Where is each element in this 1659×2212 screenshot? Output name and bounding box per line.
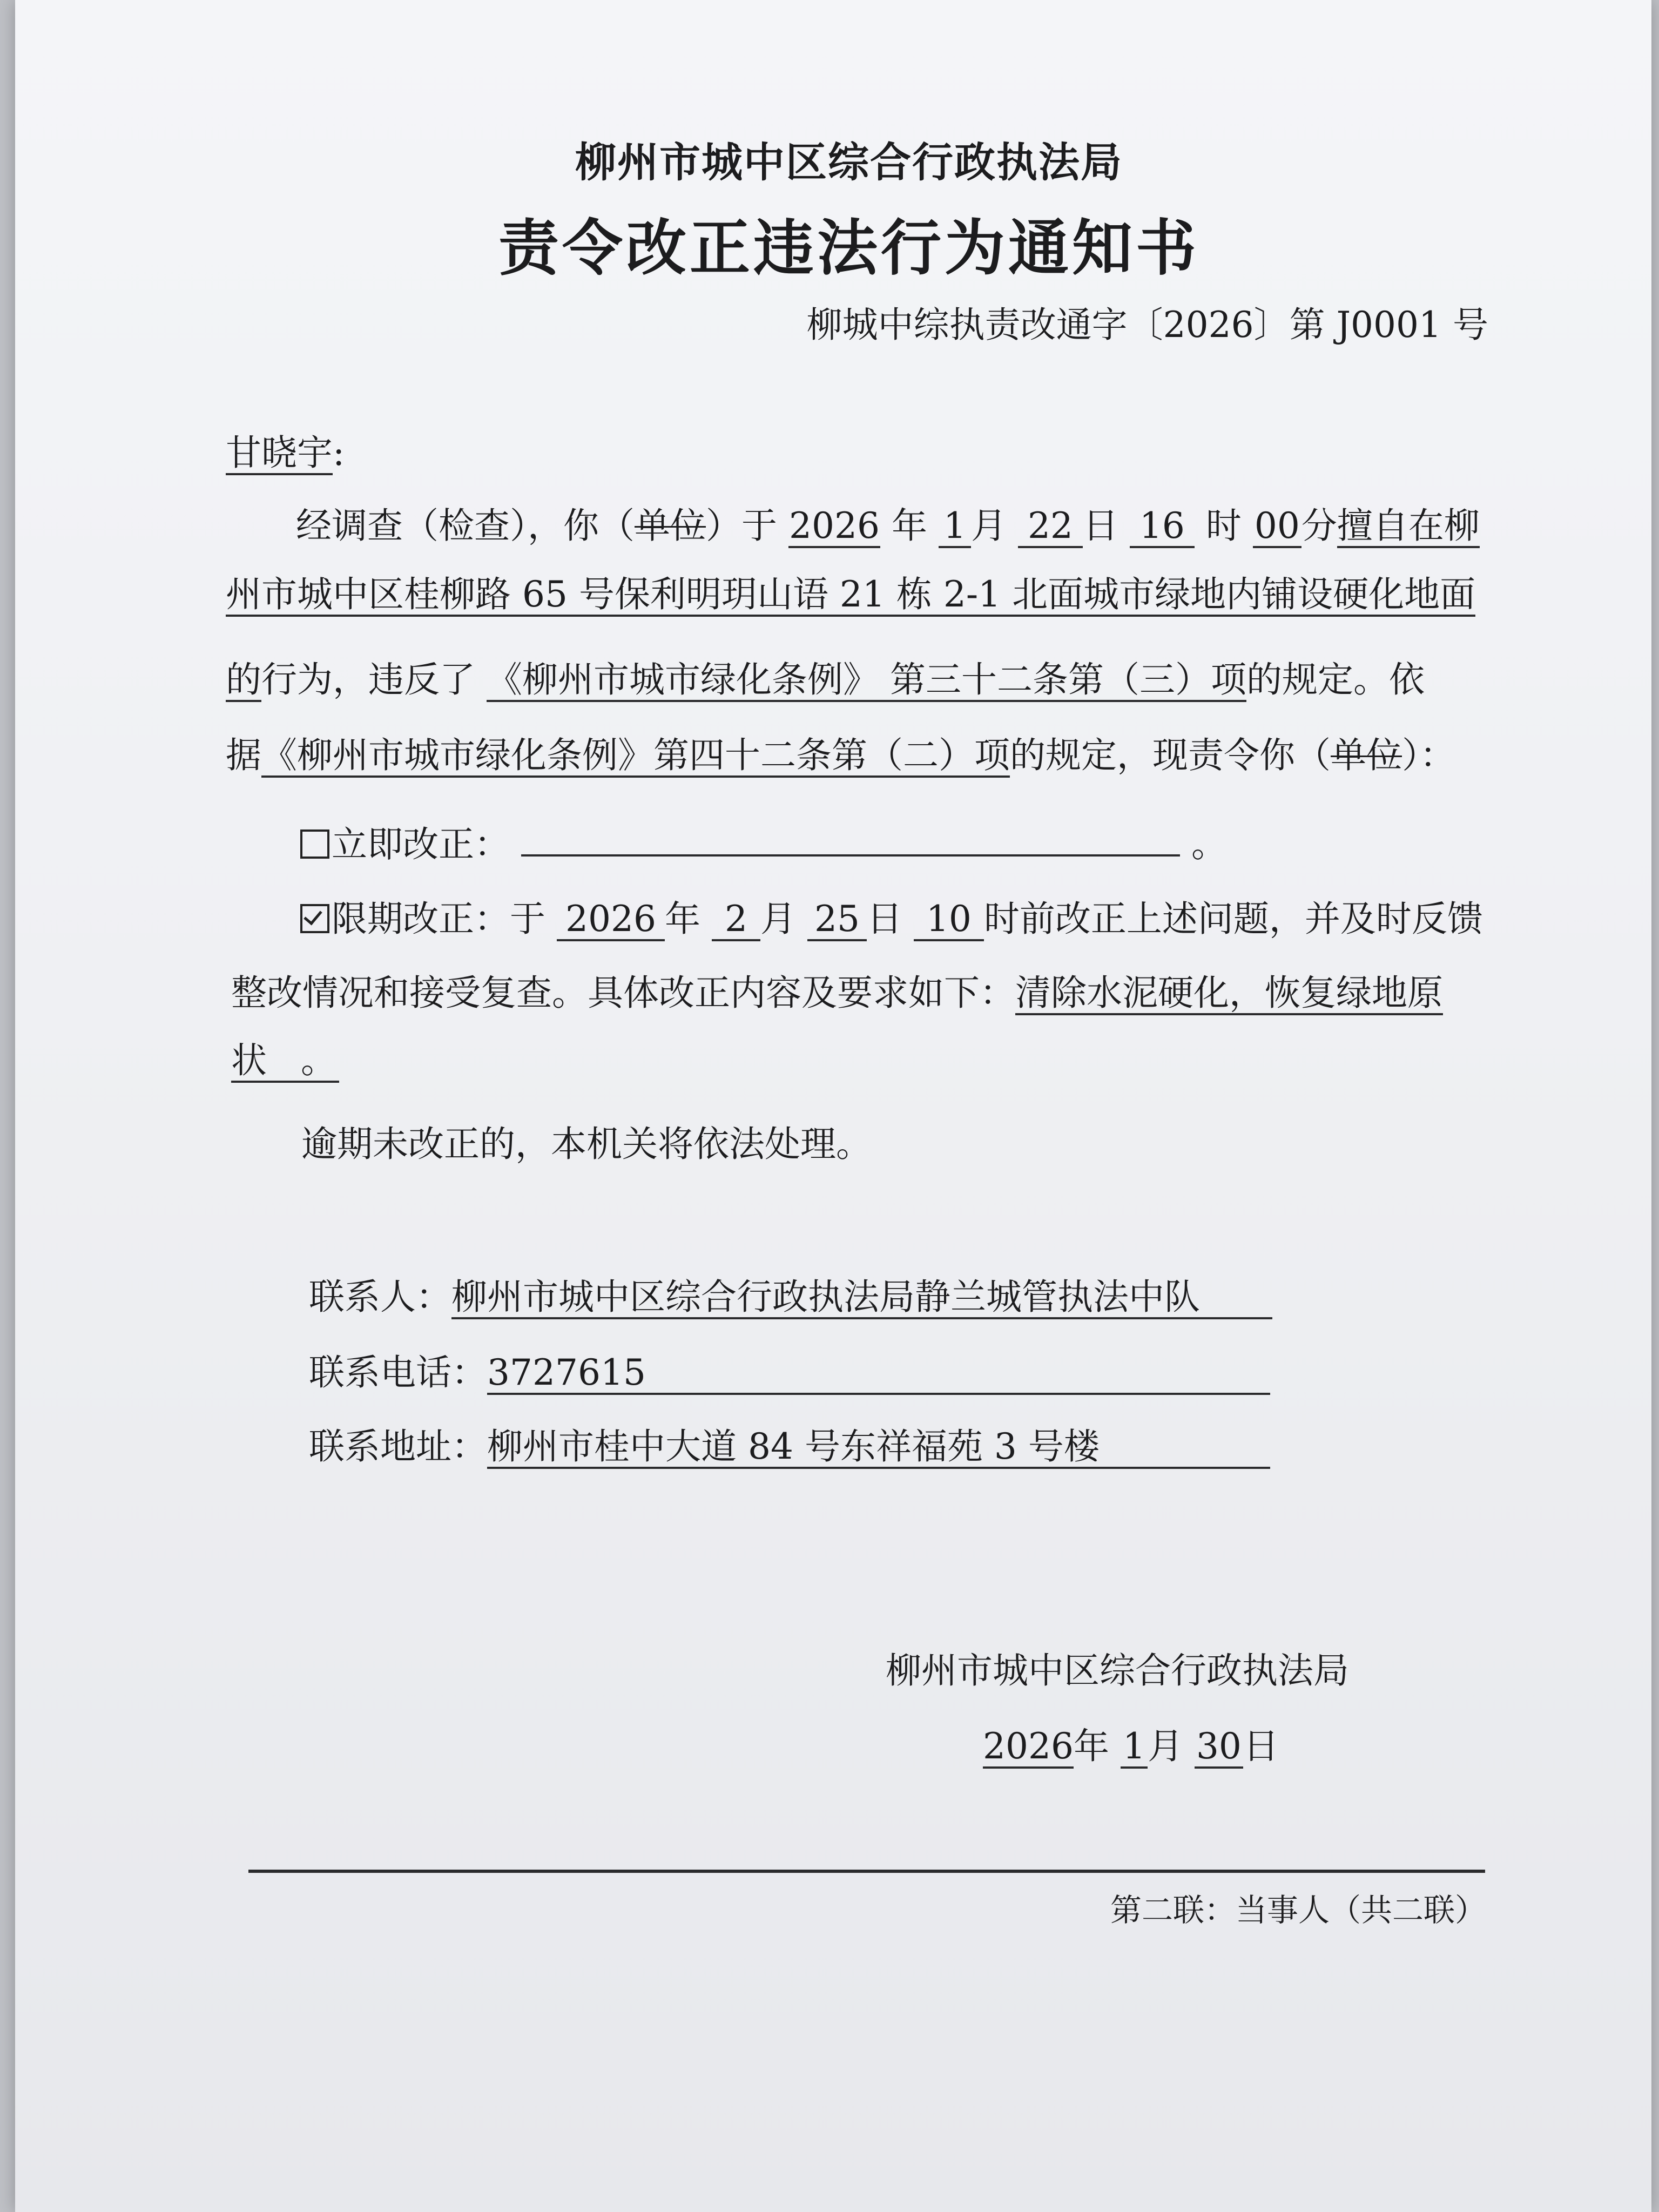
body-text: 状: [231, 1040, 267, 1081]
signature-day: 30: [1195, 1727, 1243, 1769]
body-text: 分: [1301, 505, 1337, 547]
struck-unit: 单位: [1331, 734, 1402, 776]
contact-person-value: 柳州市城中区综合行政执法局静兰城管执法中队: [451, 1278, 1272, 1319]
body-text: ）于: [706, 505, 777, 547]
body-text: 月: [970, 505, 1007, 547]
body-text: 行为，违反了: [261, 659, 475, 700]
warning-text: 逾期未改正的，本机关将依法处理。: [301, 1123, 872, 1165]
month-field: 1: [939, 507, 971, 548]
body-line-2: [226, 574, 1475, 617]
requirement-text-1: 清除水泥硬化，恢复绿地原: [1015, 974, 1443, 1015]
contact-address-value: 柳州市桂中大道 84 号东祥福苑 3 号楼: [487, 1427, 1270, 1469]
immediate-blank: [521, 827, 1180, 857]
body-text: 的规定。依: [1246, 659, 1425, 700]
contact-phone-label: 联系电话：: [309, 1352, 487, 1393]
body-text: 年: [1073, 1725, 1109, 1767]
deadline-label: 限期改正：于: [332, 898, 545, 940]
signature-agency: 柳州市城中区综合行政执法局: [886, 1650, 1349, 1691]
contact-person-label: 联系人：: [309, 1276, 451, 1318]
body-text: 经调查（检查），你（: [296, 505, 635, 547]
body-line-3: [226, 651, 1425, 702]
violation-fact-part-1: 擅自在柳: [1337, 507, 1480, 548]
legal-basis: 《柳州市城市绿化条例》第四十二条第（二）项: [261, 736, 1010, 778]
copy-note: 第二联：当事人（共二联）: [1110, 1892, 1486, 1928]
immediate-checkbox[interactable]: [300, 830, 329, 859]
contact-phone-line: [309, 1344, 1270, 1395]
body-text: 的规定，现责令你（: [1010, 734, 1331, 776]
addressee-line: [226, 432, 345, 475]
body-text: 时: [1205, 505, 1242, 547]
body-text: 日: [1243, 1725, 1279, 1767]
signature-year: 2026: [983, 1727, 1074, 1769]
footer-divider: [248, 1870, 1485, 1873]
violation-fact-part-2: 州市城中区桂柳路 65 号保利明玥山语 21 栋 2-1 北面城市绿地内铺设硬化地面: [226, 575, 1475, 617]
deadline-year: 2026: [557, 900, 665, 941]
day-field: 22: [1018, 507, 1083, 548]
violation-fact-part-3: 的: [226, 660, 261, 702]
body-text: 年: [891, 505, 927, 547]
body-text: 时前改正上述问题，并及时反馈: [983, 898, 1483, 940]
body-text: 日: [866, 898, 902, 940]
contact-address-label: 联系地址：: [309, 1426, 487, 1467]
body-text: 年: [664, 898, 700, 940]
signature-month: 1: [1121, 1727, 1148, 1769]
deadline-month: 2: [712, 900, 760, 941]
requirement-line-1: [231, 964, 1443, 1015]
document-number: 柳城中综执责改通字〔2026〕第 J0001 号: [806, 304, 1488, 346]
struck-unit: 单位: [635, 505, 706, 547]
body-text: 。: [300, 1040, 336, 1081]
document-title: 责令改正违法行为通知书: [498, 213, 1199, 284]
immediate-option-line: [300, 815, 1227, 867]
year-field: 2026: [788, 507, 880, 548]
minute-field: 00: [1253, 507, 1301, 548]
requirement-line-2: [231, 1040, 339, 1083]
deadline-checkbox[interactable]: [300, 904, 329, 933]
deadline-day: 25: [807, 900, 867, 941]
hour-field: 16: [1130, 507, 1195, 548]
immediate-label: 立即改正：: [332, 824, 510, 865]
contact-phone-value: 3727615: [487, 1353, 1270, 1395]
body-text: 月: [1147, 1725, 1183, 1767]
contact-address-line: [309, 1418, 1270, 1469]
body-text: 日: [1082, 505, 1118, 547]
requirement-text-2: [231, 1041, 339, 1083]
body-line-1: [296, 497, 1480, 548]
addressee-name: 甘晓宇: [226, 434, 333, 475]
body-text: ）：: [1402, 734, 1455, 776]
signature-date: [983, 1717, 1279, 1769]
deadline-hour: 10: [914, 900, 984, 941]
body-text: 。: [1191, 824, 1227, 865]
body-line-4: [226, 726, 1455, 778]
body-text: 据: [226, 734, 261, 776]
violated-law: 《柳州市城市绿化条例》 第三十二条第（三）项: [487, 660, 1246, 702]
contact-person-line: [309, 1268, 1272, 1319]
body-text: 月: [760, 898, 796, 940]
deadline-option-line: [300, 890, 1483, 941]
addressee-colon: :: [333, 432, 345, 474]
agency-heading: 柳州市城中区综合行政执法局: [575, 138, 1123, 186]
body-text: 整改情况和接受复查。具体改正内容及要求如下：: [231, 972, 1015, 1014]
